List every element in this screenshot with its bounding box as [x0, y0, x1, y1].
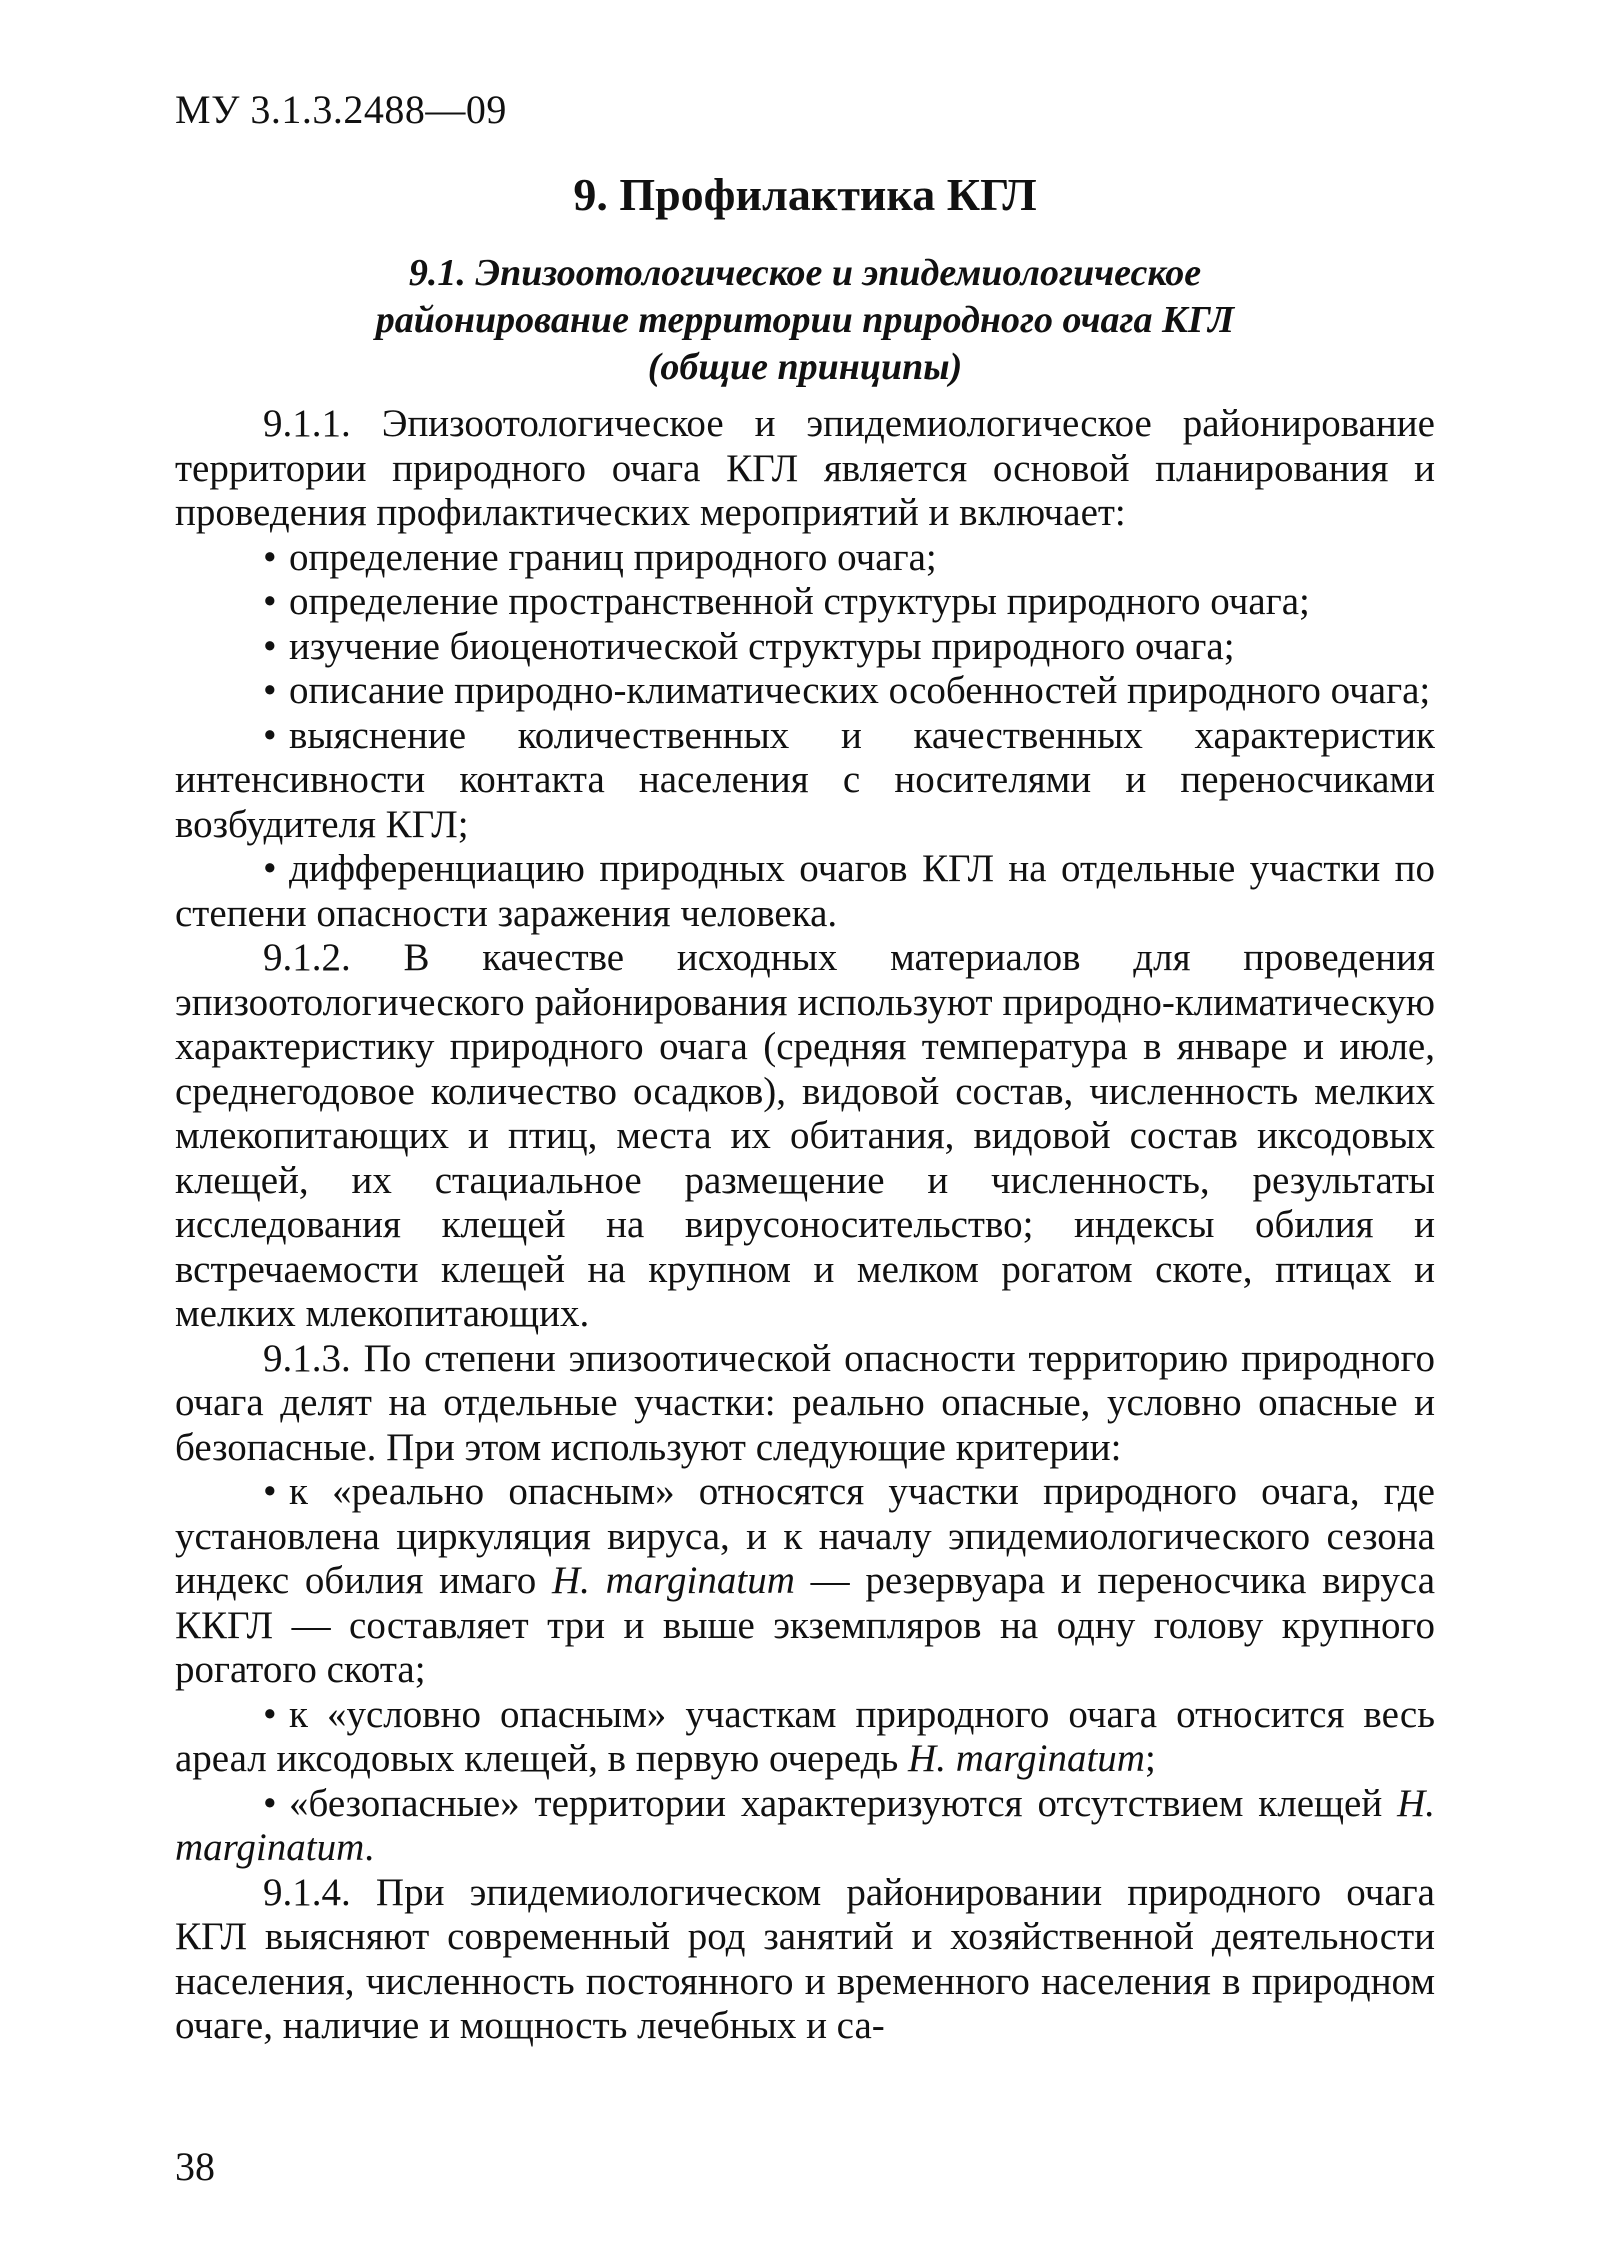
list-item-text: описание природно-климатических особенностей природного очага; [289, 669, 1431, 712]
criterion-conditional-danger [175, 1693, 1435, 1782]
paragraph-9-1-2: 9.1.2. В качестве исходных материалов для проведения эпизоотологического районирования используют природно-климатическую характеристику природного очага (средняя температура в январе и июле, среднегодовое количество осадков), видовой состав, численность мелких млекопитающих и птиц, места их обитания, видовой состав иксодовых клещей, их стациальное размещение и численность, результаты исследования клещей на вирусоносительство; индексы обилия и встречаемости клещей на крупном и мелком рогатом скоте, птицах и мелких млекопитающих. [175, 936, 1435, 1335]
list-item-text: выяснение количественных и качественных характеристик интенсивности контакта населения с носителями и переносчиками возбудителя КГЛ; [175, 713, 1435, 846]
subsection-title-line-2: районирование территории природного очага КГЛ [375, 299, 1235, 341]
bullet-icon: • [263, 713, 277, 757]
criterion-real-danger [175, 1470, 1435, 1693]
list-item-text: определение границ природного очага; [289, 535, 937, 579]
species-name: H. marginatum [175, 1781, 1435, 1869]
list-item [175, 669, 1435, 714]
list-item [175, 847, 1435, 936]
list-item-text: изучение биоценотической структуры природного очага; [289, 624, 1235, 668]
subsection-title [175, 250, 1435, 391]
bullet-icon: • [263, 669, 277, 712]
criterion-text: ; [1144, 1737, 1156, 1780]
species-name: H. marginatum [552, 1559, 795, 1602]
subsection-title-line-3: (общие принципы) [647, 346, 963, 388]
list-item-text: определение пространственной структуры природного очага; [289, 580, 1310, 623]
bullet-icon: • [263, 624, 277, 668]
list-item [175, 625, 1435, 670]
subsection-title-line-1: 9.1. Эпизоотологическое и эпидемиологическое [408, 252, 1202, 294]
paragraph-9-1-1: 9.1.1. Эпизоотологическое и эпидемиологическое районирование территории природного очага КГЛ является основой планирования и проведения профилактических мероприятий и включает: [175, 402, 1435, 534]
running-header: МУ 3.1.3.2488—09 [175, 87, 507, 132]
criterion-text: — резервуара и переносчика вируса ККГЛ — составляет три и выше экземпляров на одну голову крупного рогатого скота; [175, 1559, 1435, 1691]
page-number: 38 [175, 2144, 215, 2189]
criterion-safe [175, 1782, 1435, 1871]
body-text [175, 402, 1435, 2049]
species-name: H. marginatum [908, 1737, 1145, 1780]
criterion-text: «безопасные» территории характеризуются отсутствием клещей [289, 1781, 1383, 1825]
paragraph-9-1-3: 9.1.3. По степени эпизоотической опасности территорию природного очага делят на отдельные участки: реально опасные, условно опасные и безопасные. При этом используют следующие критерии: [175, 1336, 1435, 1469]
section-title: 9. Профилактика КГЛ [573, 169, 1037, 220]
list-item [175, 536, 1435, 581]
paragraph-9-1-4: 9.1.4. При эпидемиологическом районировании природного очага КГЛ выясняют современный род занятий и хозяйственной деятельности населения, численность постоянного и временного населения в природном очаге, наличие и мощность лечебных и са- [175, 1870, 1435, 2047]
bullet-icon: • [263, 580, 277, 623]
bullet-icon: • [263, 847, 277, 890]
list-item [175, 580, 1435, 625]
bullet-icon: • [263, 535, 277, 579]
list-item [175, 714, 1435, 848]
criterion-text: к «реально опасным» относятся участки природного очага, где установлена циркуляция вируса, и к началу эпидемиологического сезона индекс обилия имаго [175, 1470, 1435, 1602]
criterion-text: к «условно опасным» участкам природного очага относится весь ареал иксодовых клещей, в первую очередь [175, 1692, 1435, 1780]
bullet-icon: • [263, 1781, 277, 1825]
bullet-icon: • [263, 1692, 277, 1736]
criterion-text: . [364, 1826, 374, 1869]
bullet-icon: • [263, 1470, 277, 1513]
list-item-text: дифференциацию природных очагов КГЛ на отдельные участки по степени опасности заражения человека. [175, 847, 1435, 935]
